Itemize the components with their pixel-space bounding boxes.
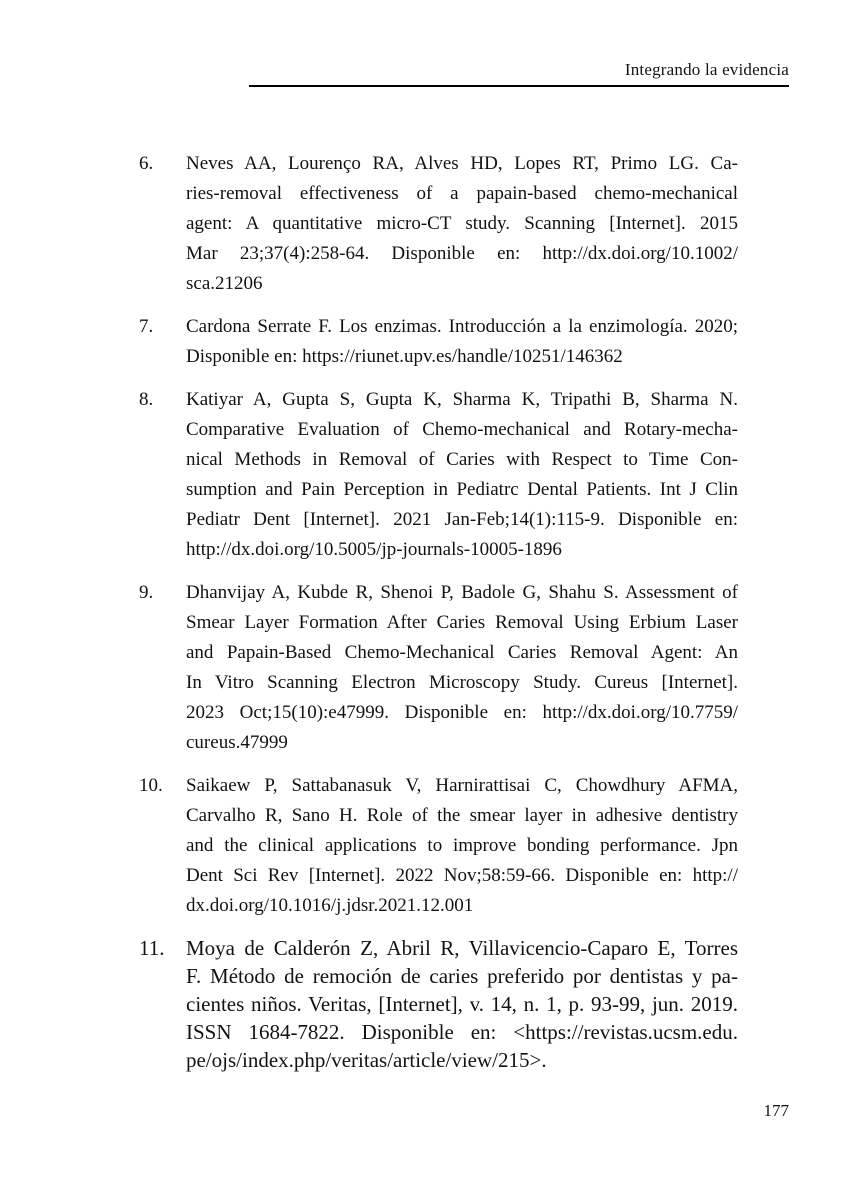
page-number: 177 [763,1101,789,1120]
reference-number: 7. [139,316,154,337]
reference-line: 2023 Oct;15(10):e47999. Disponible en: http://dx.doi.org/10.7759/ [186,702,738,723]
reference-line: Pediatr Dent [Internet]. 2021 Jan-Feb;14(1):115-9. Disponible en: [186,509,738,530]
reference-line: Neves AA, Lourenço RA, Alves HD, Lopes RT, Primo LG. Ca- [186,153,738,174]
reference-line: http://dx.doi.org/10.5005/jp-journals-10005-1896 [186,539,562,560]
reference-line: Carvalho R, Sano H. Role of the smear layer in adhesive dentistry [186,805,738,826]
reference-line: agent: A quantitative micro-CT study. Scanning [Internet]. 2015 [186,213,738,234]
reference-number: 11. [139,936,165,960]
reference-text [186,771,738,921]
reference-line: Cardona Serrate F. Los enzimas. Introducción a la enzimología. 2020; [186,316,738,337]
reference-number: 6. [139,153,154,174]
reference-line: Katiyar A, Gupta S, Gupta K, Sharma K, Tripathi B, Sharma N. [186,389,738,410]
reference-line: Moya de Calderón Z, Abril R, Villavicencio-Caparo E, Torres [186,936,738,960]
reference-item [139,771,738,921]
reference-line: ries-removal effectiveness of a papain-based chemo-mechanical [186,183,738,204]
reference-item [139,149,738,299]
reference-line: F. Método de remoción de caries preferido por dentistas y pa- [186,964,738,988]
reference-text [186,934,738,1074]
reference-line: Dhanvijay A, Kubde R, Shenoi P, Badole G, Shahu S. Assessment of [186,582,738,603]
reference-line: dx.doi.org/10.1016/j.jdsr.2021.12.001 [186,895,474,916]
reference-line: Disponible en: https://riunet.upv.es/handle/10251/146362 [186,346,623,367]
reference-text [186,578,738,758]
header-rule [249,85,789,87]
reference-text [186,385,738,565]
reference-number: 8. [139,389,154,410]
reference-line: and Papain-Based Chemo-Mechanical Caries Removal Agent: An [186,642,738,663]
reference-line: Mar 23;37(4):258-64. Disponible en: http://dx.doi.org/10.1002/ [186,243,738,264]
reference-line: Saikaew P, Sattabanasuk V, Harnirattisai C, Chowdhury AFMA, [186,775,738,796]
reference-line: sumption and Pain Perception in Pediatrc Dental Patients. Int J Clin [186,479,738,500]
reference-line: Smear Layer Formation After Caries Removal Using Erbium Laser [186,612,738,633]
reference-line: In Vitro Scanning Electron Microscopy Study. Cureus [Internet]. [186,672,738,693]
reference-number: 9. [139,582,154,603]
reference-line: ISSN 1684-7822. Disponible en: <https://revistas.ucsm.edu. [186,1020,738,1044]
reference-line: sca.21206 [186,273,263,294]
reference-item [139,385,738,565]
reference-item [139,312,738,372]
reference-number: 10. [139,775,163,796]
reference-line: Comparative Evaluation of Chemo-mechanical and Rotary-mecha- [186,419,738,440]
reference-line: cureus.47999 [186,732,288,753]
reference-line: cientes niños. Veritas, [Internet], v. 14, n. 1, p. 93-99, jun. 2019. [186,992,738,1016]
running-title: Integrando la evidencia [624,60,789,79]
reference-line: nical Methods in Removal of Caries with Respect to Time Con- [186,449,738,470]
reference-text [186,312,738,372]
reference-item [139,934,738,1074]
reference-line: and the clinical applications to improve bonding performance. Jpn [186,835,738,856]
reference-line: Dent Sci Rev [Internet]. 2022 Nov;58:59-66. Disponible en: http:// [186,865,738,886]
reference-text [186,149,738,299]
references-list [139,149,738,1087]
reference-item [139,578,738,758]
reference-line: pe/ojs/index.php/veritas/article/view/215>. [186,1048,547,1072]
